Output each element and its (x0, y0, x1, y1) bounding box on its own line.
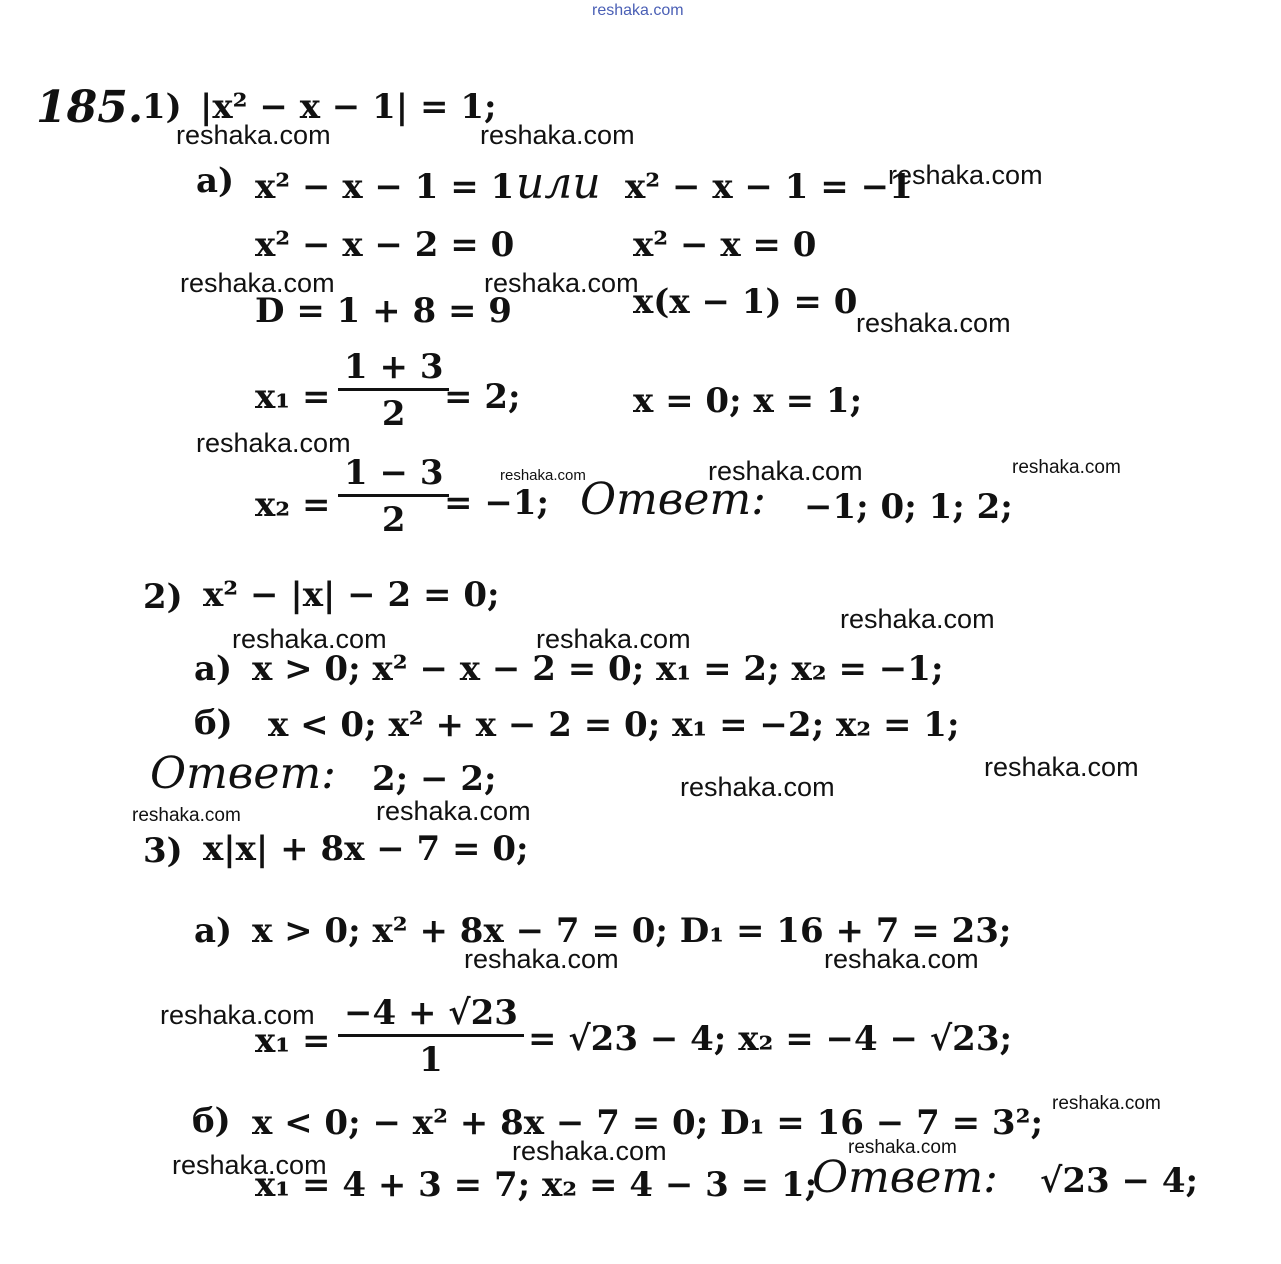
part2-b-label: б) (194, 703, 233, 743)
part1-x1-lhs: x₁ = (255, 377, 331, 417)
part1-x2-denominator: 2 (381, 500, 406, 540)
part3-a-text: x > 0; x² + 8x − 7 = 0; D₁ = 16 + 7 = 23; (252, 911, 1012, 951)
part3-last-line: x₁ = 4 + 3 = 7; x₂ = 4 − 3 = 1; (255, 1165, 818, 1205)
watermark: reshaka.com (888, 160, 1043, 190)
part1-ili: или (516, 158, 601, 209)
watermark: reshaka.com (464, 944, 619, 974)
watermark: reshaka.com (1052, 1093, 1161, 1114)
watermark: reshaka.com (180, 268, 335, 298)
part1-x2-rhs: = −1; (444, 483, 550, 523)
part1-line3-left: D = 1 + 8 = 9 (255, 291, 512, 331)
watermark: reshaka.com (680, 772, 835, 802)
part2-equation: x² − |x| − 2 = 0; (203, 575, 500, 615)
part1-x2-fraction (338, 453, 449, 540)
part2-a-label: а) (194, 649, 233, 689)
part1-x1-rhs: = 2; (444, 377, 521, 417)
watermark: reshaka.com (500, 467, 586, 484)
watermark: reshaka.com (176, 120, 331, 150)
part3-x1-denominator: 1 (419, 1040, 443, 1080)
watermark-top: reshaka.com (592, 2, 684, 19)
part3-a-label: а) (194, 911, 233, 951)
watermark: reshaka.com (708, 456, 863, 486)
part1-x2-numerator: 1 − 3 (338, 456, 449, 497)
part3-b-text: x < 0; − x² + 8x − 7 = 0; D₁ = 16 − 7 = 3²; (252, 1103, 1044, 1143)
part3-b-label: б) (192, 1101, 231, 1141)
part1-answer: −1; 0; 1; 2; (804, 487, 1013, 527)
part1-x2-lhs: x₂ = (255, 485, 331, 525)
part1-x1-fraction (338, 347, 449, 434)
part1-roots-right: x = 0; x = 1; (633, 381, 863, 421)
part2-answer-word: Ответ: (150, 748, 336, 799)
part2-label: 2) (143, 577, 183, 617)
watermark: reshaka.com (132, 805, 241, 826)
part2-a-text: x > 0; x² − x − 2 = 0; x₁ = 2; x₂ = −1; (252, 649, 944, 689)
part1-a-left: x² − x − 1 = 1 (255, 167, 515, 207)
watermark: reshaka.com (480, 120, 635, 150)
part3-x1-numerator: −4 + √23 (338, 996, 524, 1037)
watermark: reshaka.com (512, 1136, 667, 1166)
part1-line3-right: x(x − 1) = 0 (633, 282, 858, 322)
watermark: reshaka.com (848, 1137, 957, 1158)
part1-a-right: x² − x − 1 = −1 (625, 167, 913, 207)
watermark: reshaka.com (984, 752, 1139, 782)
watermark: reshaka.com (840, 604, 995, 634)
part3-x1-rhs: = √23 − 4; x₂ = −4 − √23; (528, 1019, 1013, 1059)
part3-answer: √23 − 4; (1040, 1161, 1199, 1201)
part3-label: 3) (143, 831, 183, 871)
part3-equation: x|x| + 8x − 7 = 0; (203, 829, 529, 869)
part1-a-label: а) (196, 161, 235, 201)
watermark: reshaka.com (824, 944, 979, 974)
part1-line2-right: x² − x = 0 (633, 225, 817, 265)
watermark: reshaka.com (376, 796, 531, 826)
problem-number: 185. (36, 82, 144, 133)
part3-x1-fraction (338, 993, 524, 1080)
part1-equation: |x² − x − 1| = 1; (200, 87, 497, 127)
watermark: reshaka.com (196, 428, 351, 458)
watermark: reshaka.com (536, 624, 691, 654)
part1-x1-numerator: 1 + 3 (338, 350, 449, 391)
part2-b-text: x < 0; x² + x − 2 = 0; x₁ = −2; x₂ = 1; (268, 705, 960, 745)
watermark: reshaka.com (232, 624, 387, 654)
watermark: reshaka.com (1012, 457, 1121, 478)
part1-x1-denominator: 2 (381, 394, 406, 434)
watermark: reshaka.com (856, 308, 1011, 338)
watermark: reshaka.com (484, 268, 639, 298)
watermark: reshaka.com (172, 1150, 327, 1180)
part3-x1-lhs: x₁ = (255, 1021, 331, 1061)
part1-label: 1) (142, 87, 182, 127)
part2-answer: 2; − 2; (372, 759, 497, 799)
part1-answer-word: Ответ: (580, 474, 766, 525)
part3-answer-word: Ответ: (812, 1152, 998, 1203)
part1-line2-left: x² − x − 2 = 0 (255, 225, 515, 265)
watermark: reshaka.com (160, 1000, 315, 1030)
